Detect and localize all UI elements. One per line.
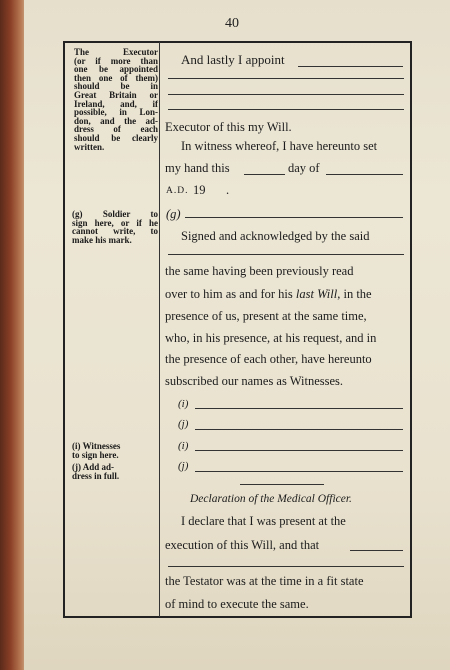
margin-note-address bbox=[72, 463, 158, 480]
note-executor-line-8: don, and the ad- bbox=[74, 115, 158, 126]
previously-read-2 bbox=[165, 287, 372, 302]
prev-2-italic: last Will bbox=[295, 287, 338, 301]
declare-line-2: execution of this Will, and that bbox=[165, 538, 320, 552]
page-number: 40 bbox=[225, 16, 239, 31]
witness-line-1[interactable] bbox=[195, 408, 403, 409]
note-executor-line-5: Great Britain or bbox=[74, 89, 158, 100]
previously-read-1: the same having been previously read bbox=[165, 264, 354, 278]
ad-year: 19 bbox=[193, 183, 206, 197]
note-executor-line-9: dress of each bbox=[74, 124, 158, 135]
section-rule bbox=[240, 484, 324, 485]
margin-note-witnesses bbox=[72, 442, 158, 459]
previously-read-5: the presence of each other, have hereunto bbox=[165, 352, 372, 366]
ad-prefix: A.D. bbox=[166, 186, 189, 196]
signed-text: Signed and acknowledged by the said bbox=[181, 229, 370, 243]
soldier-marker: (g) bbox=[166, 207, 181, 221]
executor-name-line[interactable] bbox=[298, 66, 403, 67]
note-executor-line-2: one be appointed bbox=[74, 64, 158, 75]
prev-2a: over to him as and for his bbox=[165, 287, 296, 301]
declaration-title: Declaration of the Medical Officer. bbox=[190, 493, 352, 505]
executor-line-4[interactable] bbox=[168, 109, 404, 110]
note-address-line-0: (j) Add ad- bbox=[72, 462, 115, 472]
note-soldier-line-0: (g) Soldier to bbox=[72, 209, 158, 219]
note-executor-line-3: then one of them) bbox=[74, 72, 158, 83]
margin-note-soldier bbox=[72, 210, 158, 244]
previously-read-6: subscribed our names as Witnesses. bbox=[165, 374, 344, 388]
prev-2c: , in the bbox=[337, 287, 372, 301]
margin-note-executor bbox=[74, 48, 158, 151]
witness-marker-2: (i) bbox=[178, 440, 189, 452]
testator-name-line[interactable] bbox=[168, 254, 404, 255]
witness-marker-1: (i) bbox=[178, 398, 189, 410]
margin-divider bbox=[159, 42, 160, 617]
address-marker-2: (j) bbox=[178, 460, 189, 472]
declare-line-1: I declare that I was present at the bbox=[181, 514, 346, 528]
address-line-1[interactable] bbox=[195, 429, 403, 430]
day-of-text: day of bbox=[288, 161, 320, 175]
testator-line-2: of mind to execute the same. bbox=[165, 597, 309, 611]
address-marker-1: (j) bbox=[178, 418, 189, 430]
previously-read-3: presence of us, present at the same time, bbox=[165, 309, 367, 323]
executor-line-3[interactable] bbox=[168, 94, 404, 95]
address-line-2[interactable] bbox=[195, 471, 403, 472]
my-hand-text: my hand this bbox=[165, 161, 230, 175]
note-executor-line-0: The Executor bbox=[74, 47, 158, 57]
declare-blank-1[interactable] bbox=[350, 550, 403, 551]
witness-text: In witness whereof, I have hereunto set bbox=[181, 139, 378, 153]
day-line[interactable] bbox=[244, 174, 285, 175]
note-soldier-line-2: cannot write, to bbox=[72, 226, 158, 237]
soldier-signature-line[interactable] bbox=[185, 217, 403, 218]
note-executor-line-6: Ireland, and, if bbox=[74, 98, 158, 109]
executor-text: Executor of this my Will. bbox=[165, 120, 292, 134]
note-witnesses-line-1: to sign here. bbox=[72, 449, 119, 460]
testator-line-1: the Testator was at the time in a fit state bbox=[165, 574, 364, 588]
note-executor-line-7: possible, in Lon- bbox=[74, 107, 158, 118]
note-witnesses-line-0: (i) Witnesses bbox=[72, 441, 121, 451]
note-executor-line-11: written. bbox=[74, 141, 105, 152]
note-address-line-1: dress in full. bbox=[72, 470, 120, 481]
note-soldier-line-1: sign here, or if he bbox=[72, 217, 158, 228]
note-executor-line-1: (or if more than bbox=[74, 55, 158, 66]
note-executor-line-10: should be clearly bbox=[74, 132, 158, 143]
ad-dot: . bbox=[226, 183, 230, 197]
executor-line-2[interactable] bbox=[168, 78, 404, 79]
appoint-text: And lastly I appoint bbox=[181, 52, 285, 67]
previously-read-4: who, in his presence, at his request, and in bbox=[165, 331, 377, 345]
declare-blank-2[interactable] bbox=[168, 566, 404, 567]
note-soldier-line-3: make his mark. bbox=[72, 234, 132, 245]
month-line[interactable] bbox=[326, 174, 403, 175]
note-executor-line-4: should be in bbox=[74, 81, 158, 92]
witness-line-2[interactable] bbox=[195, 450, 403, 451]
